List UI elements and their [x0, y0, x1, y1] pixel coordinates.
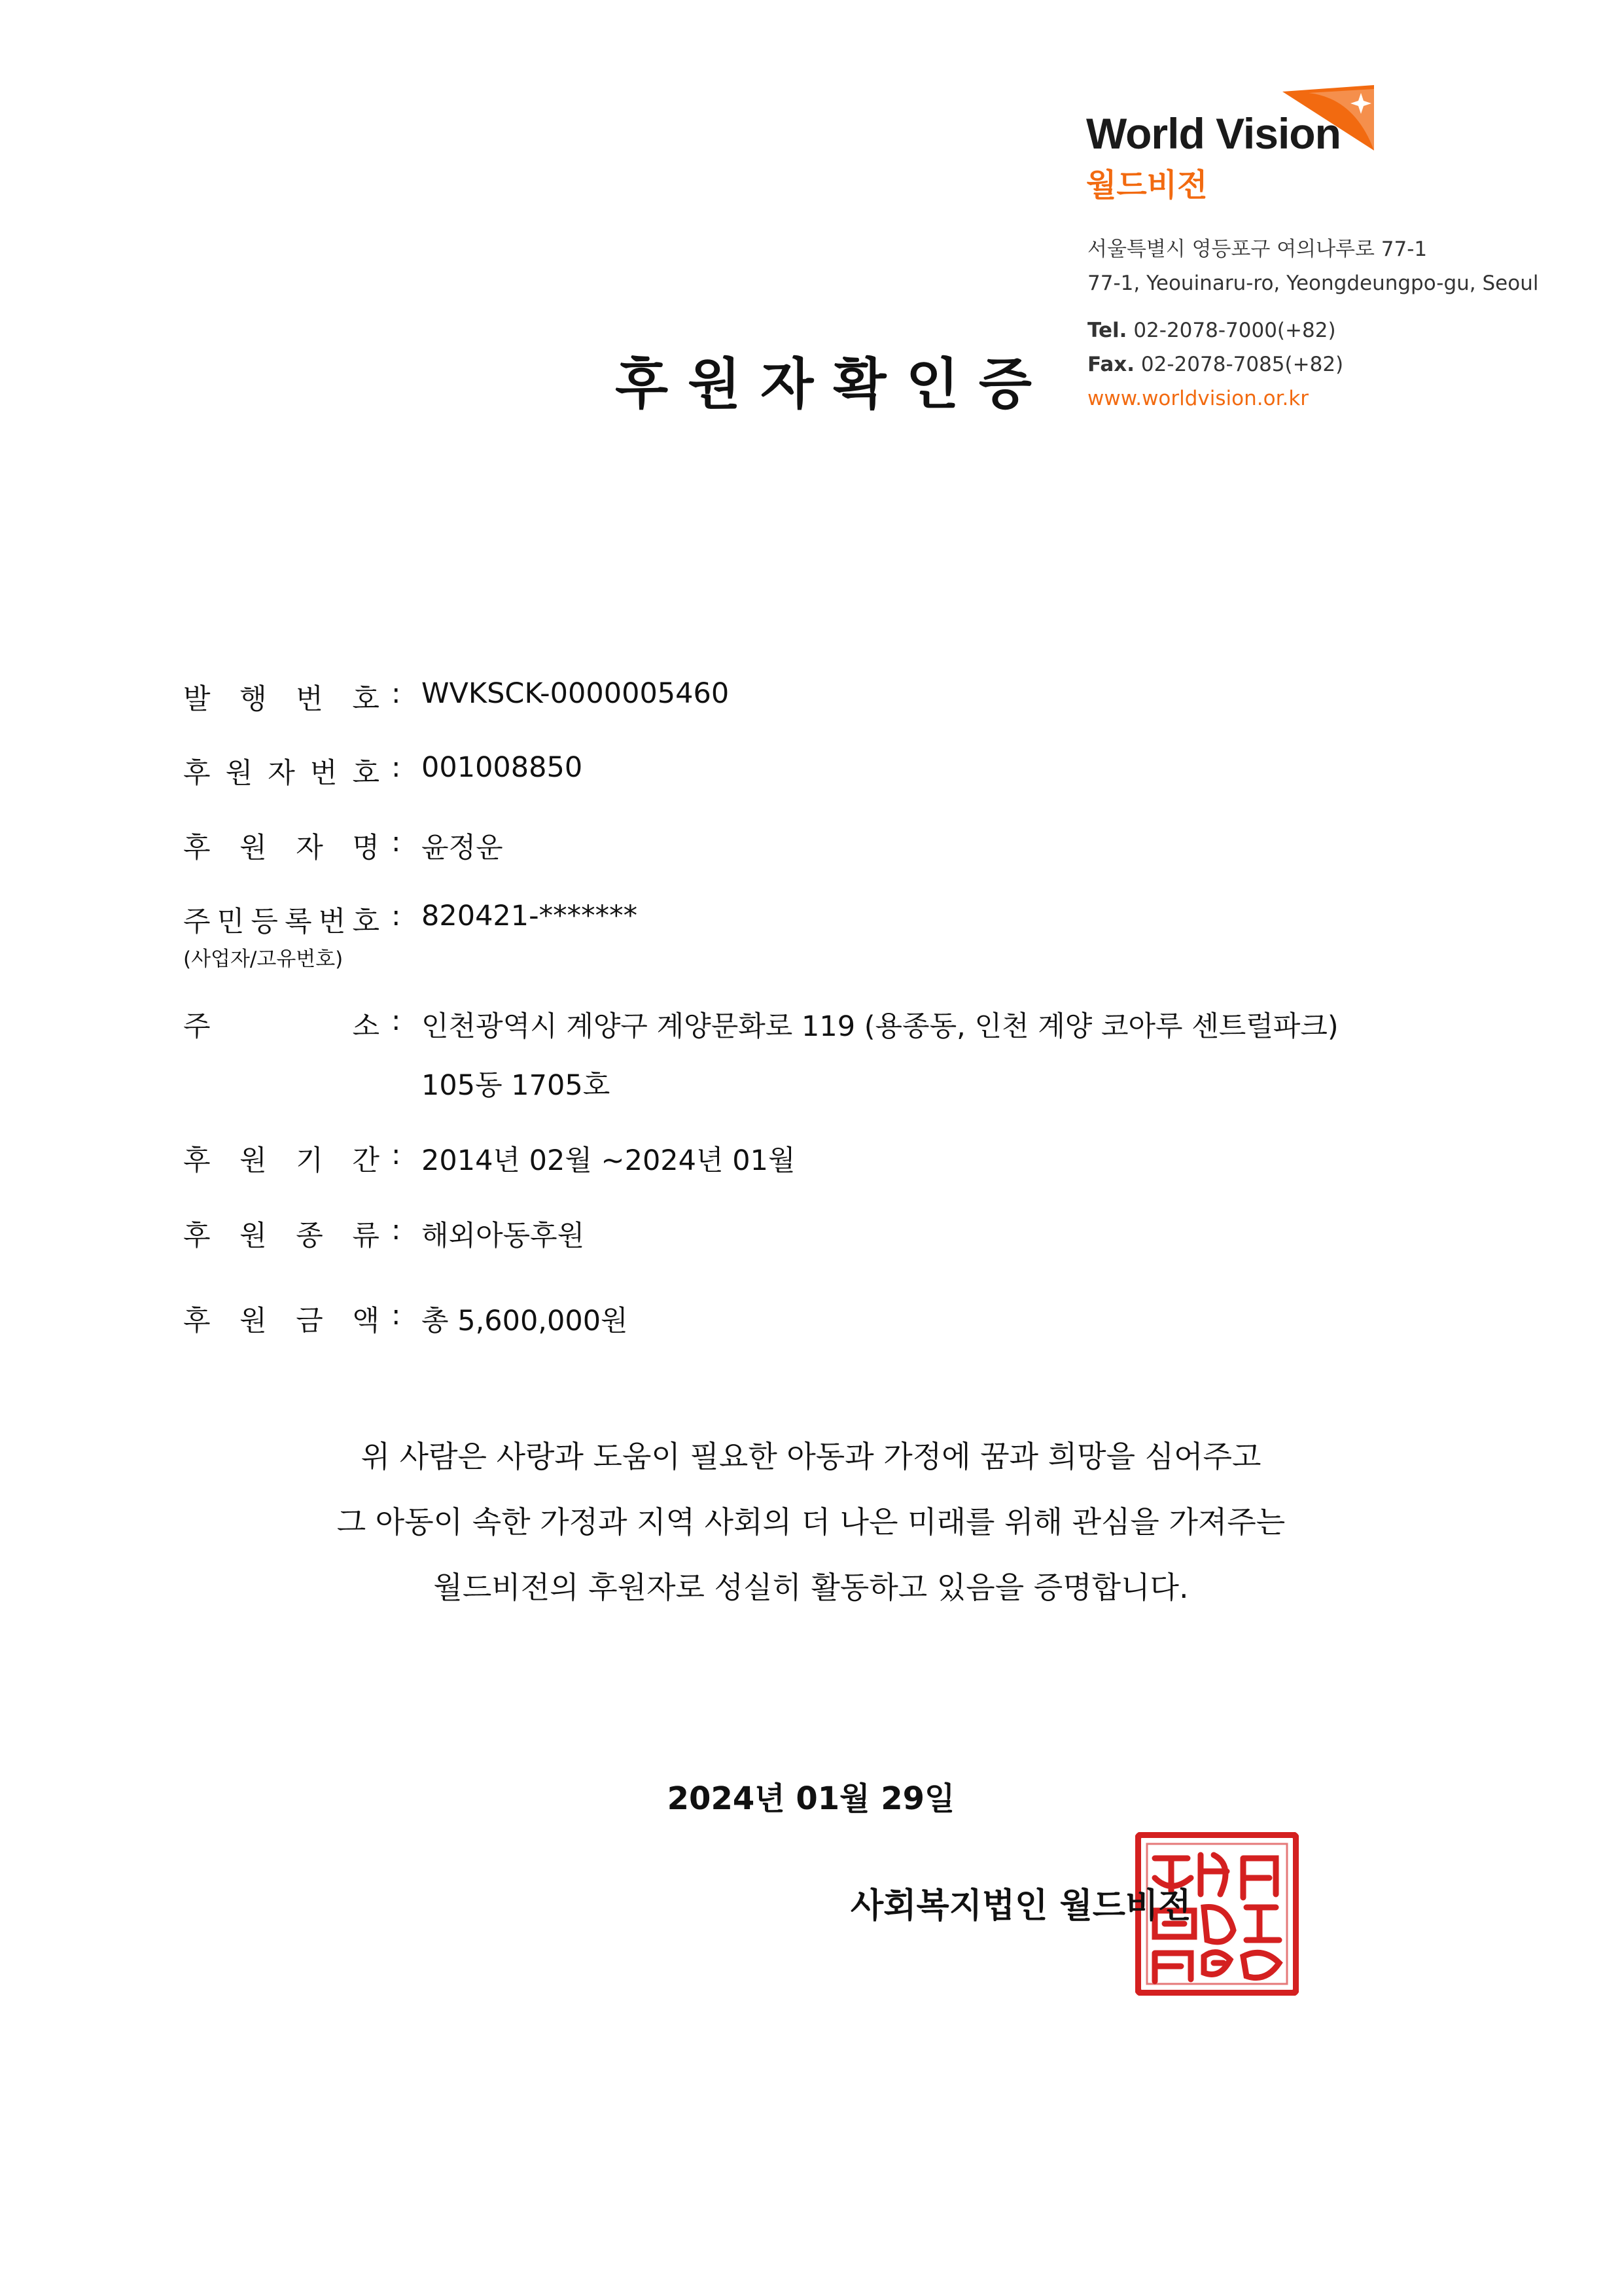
website-link[interactable]: www.worldvision.or.kr	[1087, 387, 1309, 410]
statement-line-1: 위 사람은 사랑과 도움이 필요한 아동과 가정에 꿈과 희망을 심어주고	[361, 1439, 1261, 1474]
logo-text-kr: 월드비전	[1086, 167, 1208, 203]
field-issue-number	[183, 677, 1492, 723]
resident-number-value: 820421-*******	[421, 900, 638, 932]
sponsor-number-value: 001008850	[421, 751, 583, 784]
sponsor-name-value: 윤정운	[421, 832, 503, 864]
colon: :	[391, 826, 401, 858]
address-en: 77-1, Yeouinaru-ro, Yeongdeungpo-gu, Seoul	[1087, 272, 1539, 295]
contact-block	[1087, 232, 1611, 415]
colon: :	[391, 1214, 401, 1246]
statement-line-2: 그 아동이 속한 가정과 지역 사회의 더 나은 미래를 위해 관심을 가져주는	[336, 1504, 1286, 1540]
colon: :	[391, 1139, 401, 1171]
fax-line	[1087, 347, 1611, 381]
tel-number: 02-2078-7000(+82)	[1133, 319, 1336, 342]
field-label: 후 원 기 간	[183, 1144, 379, 1177]
issue-date: 2024년 01월 29일	[667, 1780, 955, 1817]
address-value-line2: 105동 1705호	[421, 1069, 610, 1102]
world-vision-logo	[1086, 85, 1413, 209]
field-sponsor-number	[183, 751, 1492, 797]
fax-number: 02-2078-7085(+82)	[1140, 353, 1344, 376]
field-sponsor-type	[183, 1214, 1492, 1260]
colon: :	[391, 900, 401, 932]
statement-line-3: 월드비전의 후원자로 성실히 활동하고 있음을 증명합니다.	[433, 1570, 1189, 1605]
sponsor-type-value: 해외아동후원	[421, 1220, 585, 1252]
field-address	[183, 1004, 1492, 1050]
sponsor-amount-value: 총 5,600,000원	[421, 1305, 628, 1337]
issuer-name: 사회복지법인 월드비전	[851, 1886, 1191, 1926]
address-kr: 서울특별시 영등포구 여의나루로 77-1	[1087, 238, 1428, 261]
resident-number-sub-label: (사업자/고유번호)	[183, 947, 344, 971]
field-address-line2	[183, 1063, 1492, 1109]
field-label: 주 소	[183, 1010, 379, 1043]
address-value-line1: 인천광역시 계양구 계양문화로 119 (용종동, 인천 계양 코아루 센트럴파크)	[421, 1010, 1339, 1043]
field-sponsor-period	[183, 1139, 1492, 1184]
tel-label: Tel.	[1087, 319, 1127, 342]
field-sponsor-amount	[183, 1299, 1492, 1345]
colon: :	[391, 1004, 401, 1037]
document-title: 후원자확인증	[615, 352, 1051, 416]
field-label: 후 원 종 류	[183, 1220, 379, 1252]
field-label: 주 민 등 록 번 호	[183, 906, 379, 938]
colon: :	[391, 751, 401, 784]
tel-line	[1087, 313, 1611, 347]
colon: :	[391, 677, 401, 710]
issue-number-value: WVKSCK-0000005460	[421, 677, 730, 710]
fax-label: Fax.	[1087, 353, 1135, 376]
field-label: 후 원 금 액	[183, 1305, 379, 1337]
field-sponsor-name	[183, 826, 1492, 872]
sponsor-period-value: 2014년 02월 ~2024년 01월	[421, 1144, 796, 1177]
colon: :	[391, 1299, 401, 1332]
field-label: 발 행 번 호	[183, 683, 379, 716]
logo-text-en: World Vision	[1086, 109, 1341, 158]
field-resident-number	[183, 900, 1492, 945]
field-label: 후 원 자 번 호	[183, 757, 379, 790]
field-label: 후 원 자 명	[183, 832, 379, 864]
